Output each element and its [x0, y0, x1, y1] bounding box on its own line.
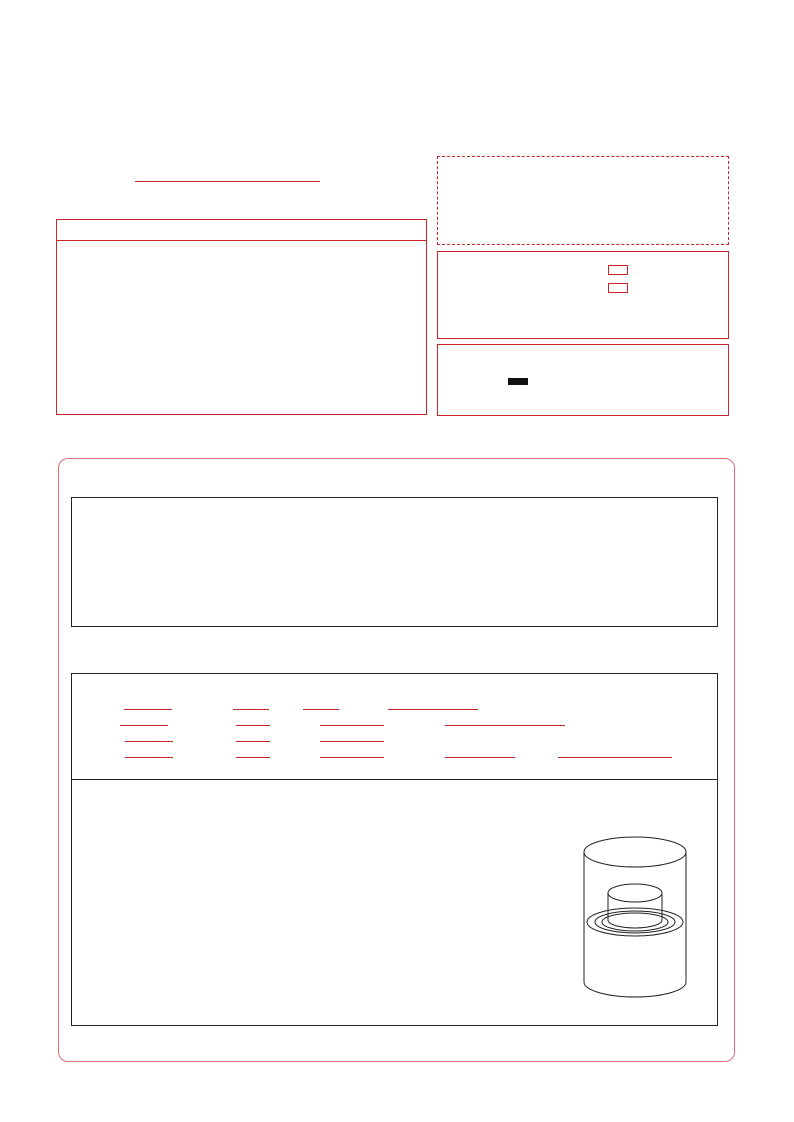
answer-blank[interactable] — [388, 709, 478, 710]
answer-blank[interactable] — [233, 709, 269, 710]
answer-blank[interactable] — [320, 741, 384, 742]
answer-blank[interactable] — [120, 725, 168, 726]
answer-blank[interactable] — [236, 725, 270, 726]
answer-blank[interactable] — [445, 725, 565, 726]
answer-blank[interactable] — [558, 757, 672, 758]
absent-mark-box[interactable] — [608, 265, 628, 275]
violation-mark-box[interactable] — [608, 283, 628, 293]
section-divider — [71, 779, 718, 780]
correct-fill-sample — [508, 378, 528, 385]
answer-blank[interactable] — [320, 757, 384, 758]
forbidden-marks-box — [437, 251, 729, 339]
cylinder-figure — [576, 832, 694, 1004]
answer-blank[interactable] — [125, 741, 173, 742]
notice-body — [56, 240, 427, 415]
name-input-line[interactable] — [135, 180, 320, 182]
answer-blank[interactable] — [320, 725, 384, 726]
answer-blank[interactable] — [445, 757, 515, 758]
barcode-area — [437, 156, 729, 245]
answer-blank[interactable] — [236, 741, 270, 742]
answer-blank[interactable] — [125, 757, 173, 758]
notice-title — [56, 219, 427, 241]
timing-marks-top — [48, 38, 748, 52]
fill-example-box — [437, 344, 729, 416]
answer-blank[interactable] — [303, 709, 339, 710]
answer-blank[interactable] — [236, 757, 270, 758]
multiple-choice-box — [71, 497, 718, 627]
answer-blank[interactable] — [124, 709, 172, 710]
